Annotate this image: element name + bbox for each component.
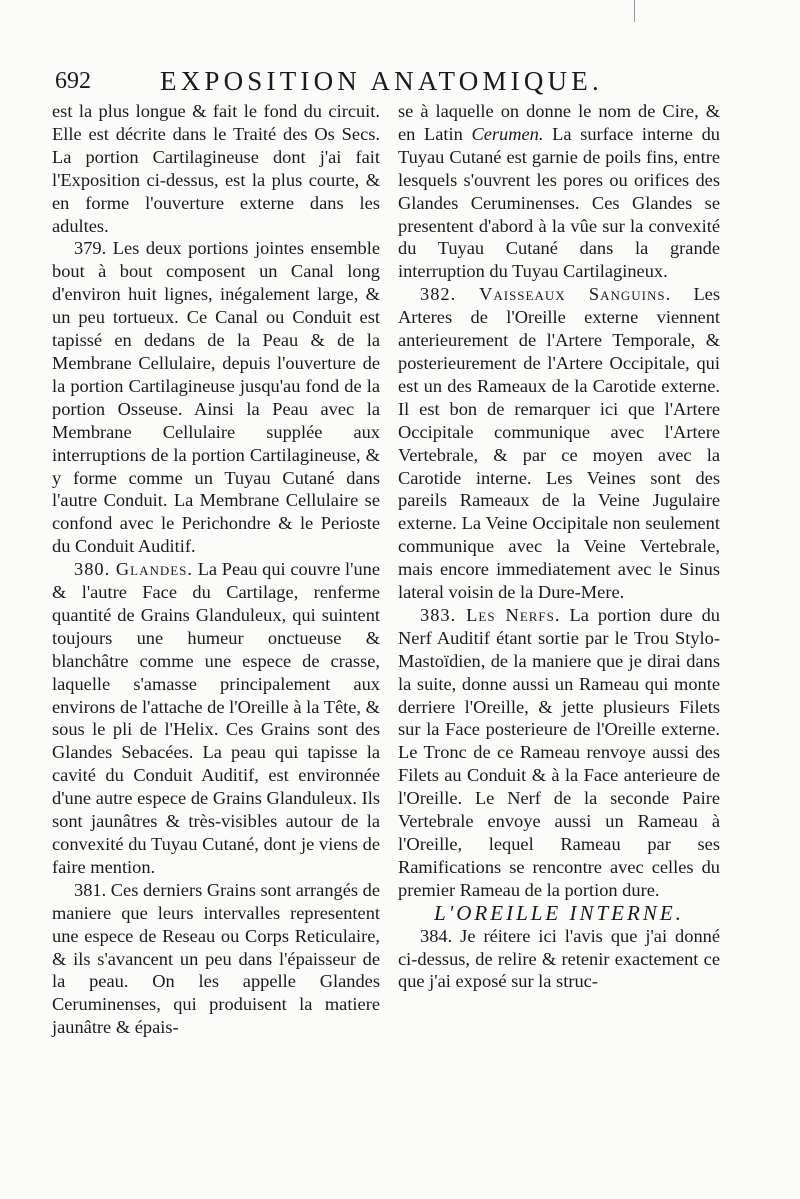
paragraph-381-text-b: La surface interne du Tuyau Cutané est garnie de poils fins, entre lesquels s'ouvrent les pores ou orifices des Glandes Ceruminenses. Ces Glandes se presentent d'abord à la vûe sur la convexité du Tuyau Cutané dans la grande interruption du Tuyau Cartilagineux. <box>398 123 720 282</box>
running-title: EXPOSITION ANATOMIQUE. <box>160 66 603 96</box>
heading-nerfs: 383. Les Nerfs. <box>420 604 561 625</box>
heading-vaisseaux: 382. Vaisseaux Sanguins. <box>420 284 672 305</box>
right-column <box>398 100 720 993</box>
paragraph-381-continued <box>398 100 720 283</box>
paragraph-382 <box>398 283 720 604</box>
section-title: L'OREILLE INTERNE. <box>434 900 684 925</box>
heading-glandes: 380. Glandes. <box>74 559 194 580</box>
page-number: 692 <box>55 68 91 94</box>
paragraph-380-text: La Peau qui couvre l'une & l'autre Face du Cartilage, renferme quantité de Grains Glanduleux, qui suintent toujours une humeur onctueuse & blanchâtre comme une espece de crasse, laquelle s'amasse principalement aux environs de l'attache de l'Oreille à la Tête, & sous le pli de l'Helix. Ces Grains sont des Glandes Sebacées. La peau qui tapisse la cavité du Conduit Auditif, est environnée d'une autre espece de Grains Glanduleux. Ils sont jaunâtres & très-visibles autour de la convexité du Tuyau Cutané, dont je viens de faire mention. <box>52 559 380 877</box>
paragraph-382-text: Les Arteres de l'Oreille externe viennent anterieurement de l'Artere Temporale, & posterieurement de l'Artere Occipitale, qui est un des Rameaux de la Carotide externe. Il est bon de remarquer ici que l'Artere Occipitale communique avec l'Artere Vertebrale, & par ce moyen avec la Carotide interne. Les Veines sont des pareils Rameaux de la Veine Jugulaire externe. La Veine Occipitale non seulement communique avec la Veine Vertebrale, mais encore immediatement avec le Sinus lateral voisin de la Dure-Mere. <box>398 284 720 603</box>
paragraph-381-text-a: se à laquelle on donne le nom de Cire, & en Latin <box>398 101 720 144</box>
paragraph-381: 381. Ces derniers Grains sont arrangés de maniere que leurs intervalles representent une espece de Reseau ou Corps Reticulaire, & ils s'avancent un peu dans l'épaisseur de la peau. On les appelle Glandes Ceruminenses, qui produisent la matiere jaunâtre & épais- <box>52 879 380 1038</box>
edge-mark <box>634 0 635 22</box>
paragraph-384: 384. Je réitere ici l'avis que j'ai donné ci-dessus, de relire & retenir exactement ce que j'ai exposé sur la struc- <box>398 925 720 992</box>
paragraph-380 <box>52 558 380 879</box>
paragraph-379: 379. Les deux portions jointes ensemble bout à bout composent un Canal long d'environ huit lignes, inégalement large, & un peu tortueux. Ce Canal ou Conduit est tapissé en dedans de la Peau & de la Membrane Cellulaire, depuis l'ouverture de la portion Cartilagineuse jusqu'au fond de la portion Osseuse. Ainsi la Peau avec la Membrane Cellulaire supplée aux interruptions de la portion Cartilagineuse, & y forme comme un Tuyau Cutané dans l'autre Conduit. La Membrane Cellulaire se confond avec le Perichondre & le Perioste du Conduit Auditif. <box>52 238 380 557</box>
paragraph-383 <box>398 604 720 902</box>
cerumen-term: Cerumen. <box>471 123 544 144</box>
paragraph-continued: est la plus longue & fait le fond du circuit. Elle est décrite dans le Traité des Os Secs. La portion Cartilagineuse dont j'ai fait l'Exposition ci-dessus, est la plus courte, & en forme l'ouverture externe dans les adultes. <box>52 101 380 236</box>
left-column <box>52 100 380 1039</box>
paragraph-383-text: La portion dure du Nerf Auditif étant sortie par le Trou Stylo-Mastoïdien, de la maniere que je dirai dans la suite, donne aussi un Rameau qui monte derriere l'Oreille, & jette plusieurs Filets sur la Face posterieure de l'Oreille externe. Le Tronc de ce Rameau renvoye aussi des Filets au Conduit & à la Face anterieure de l'Oreille. Le Nerf de la seconde Paire Vertebrale envoye aussi un Rameau à l'Oreille, lequel Rameau par ses Ramifications se rencontre avec celles du premier Rameau de la portion dure. <box>398 604 720 900</box>
